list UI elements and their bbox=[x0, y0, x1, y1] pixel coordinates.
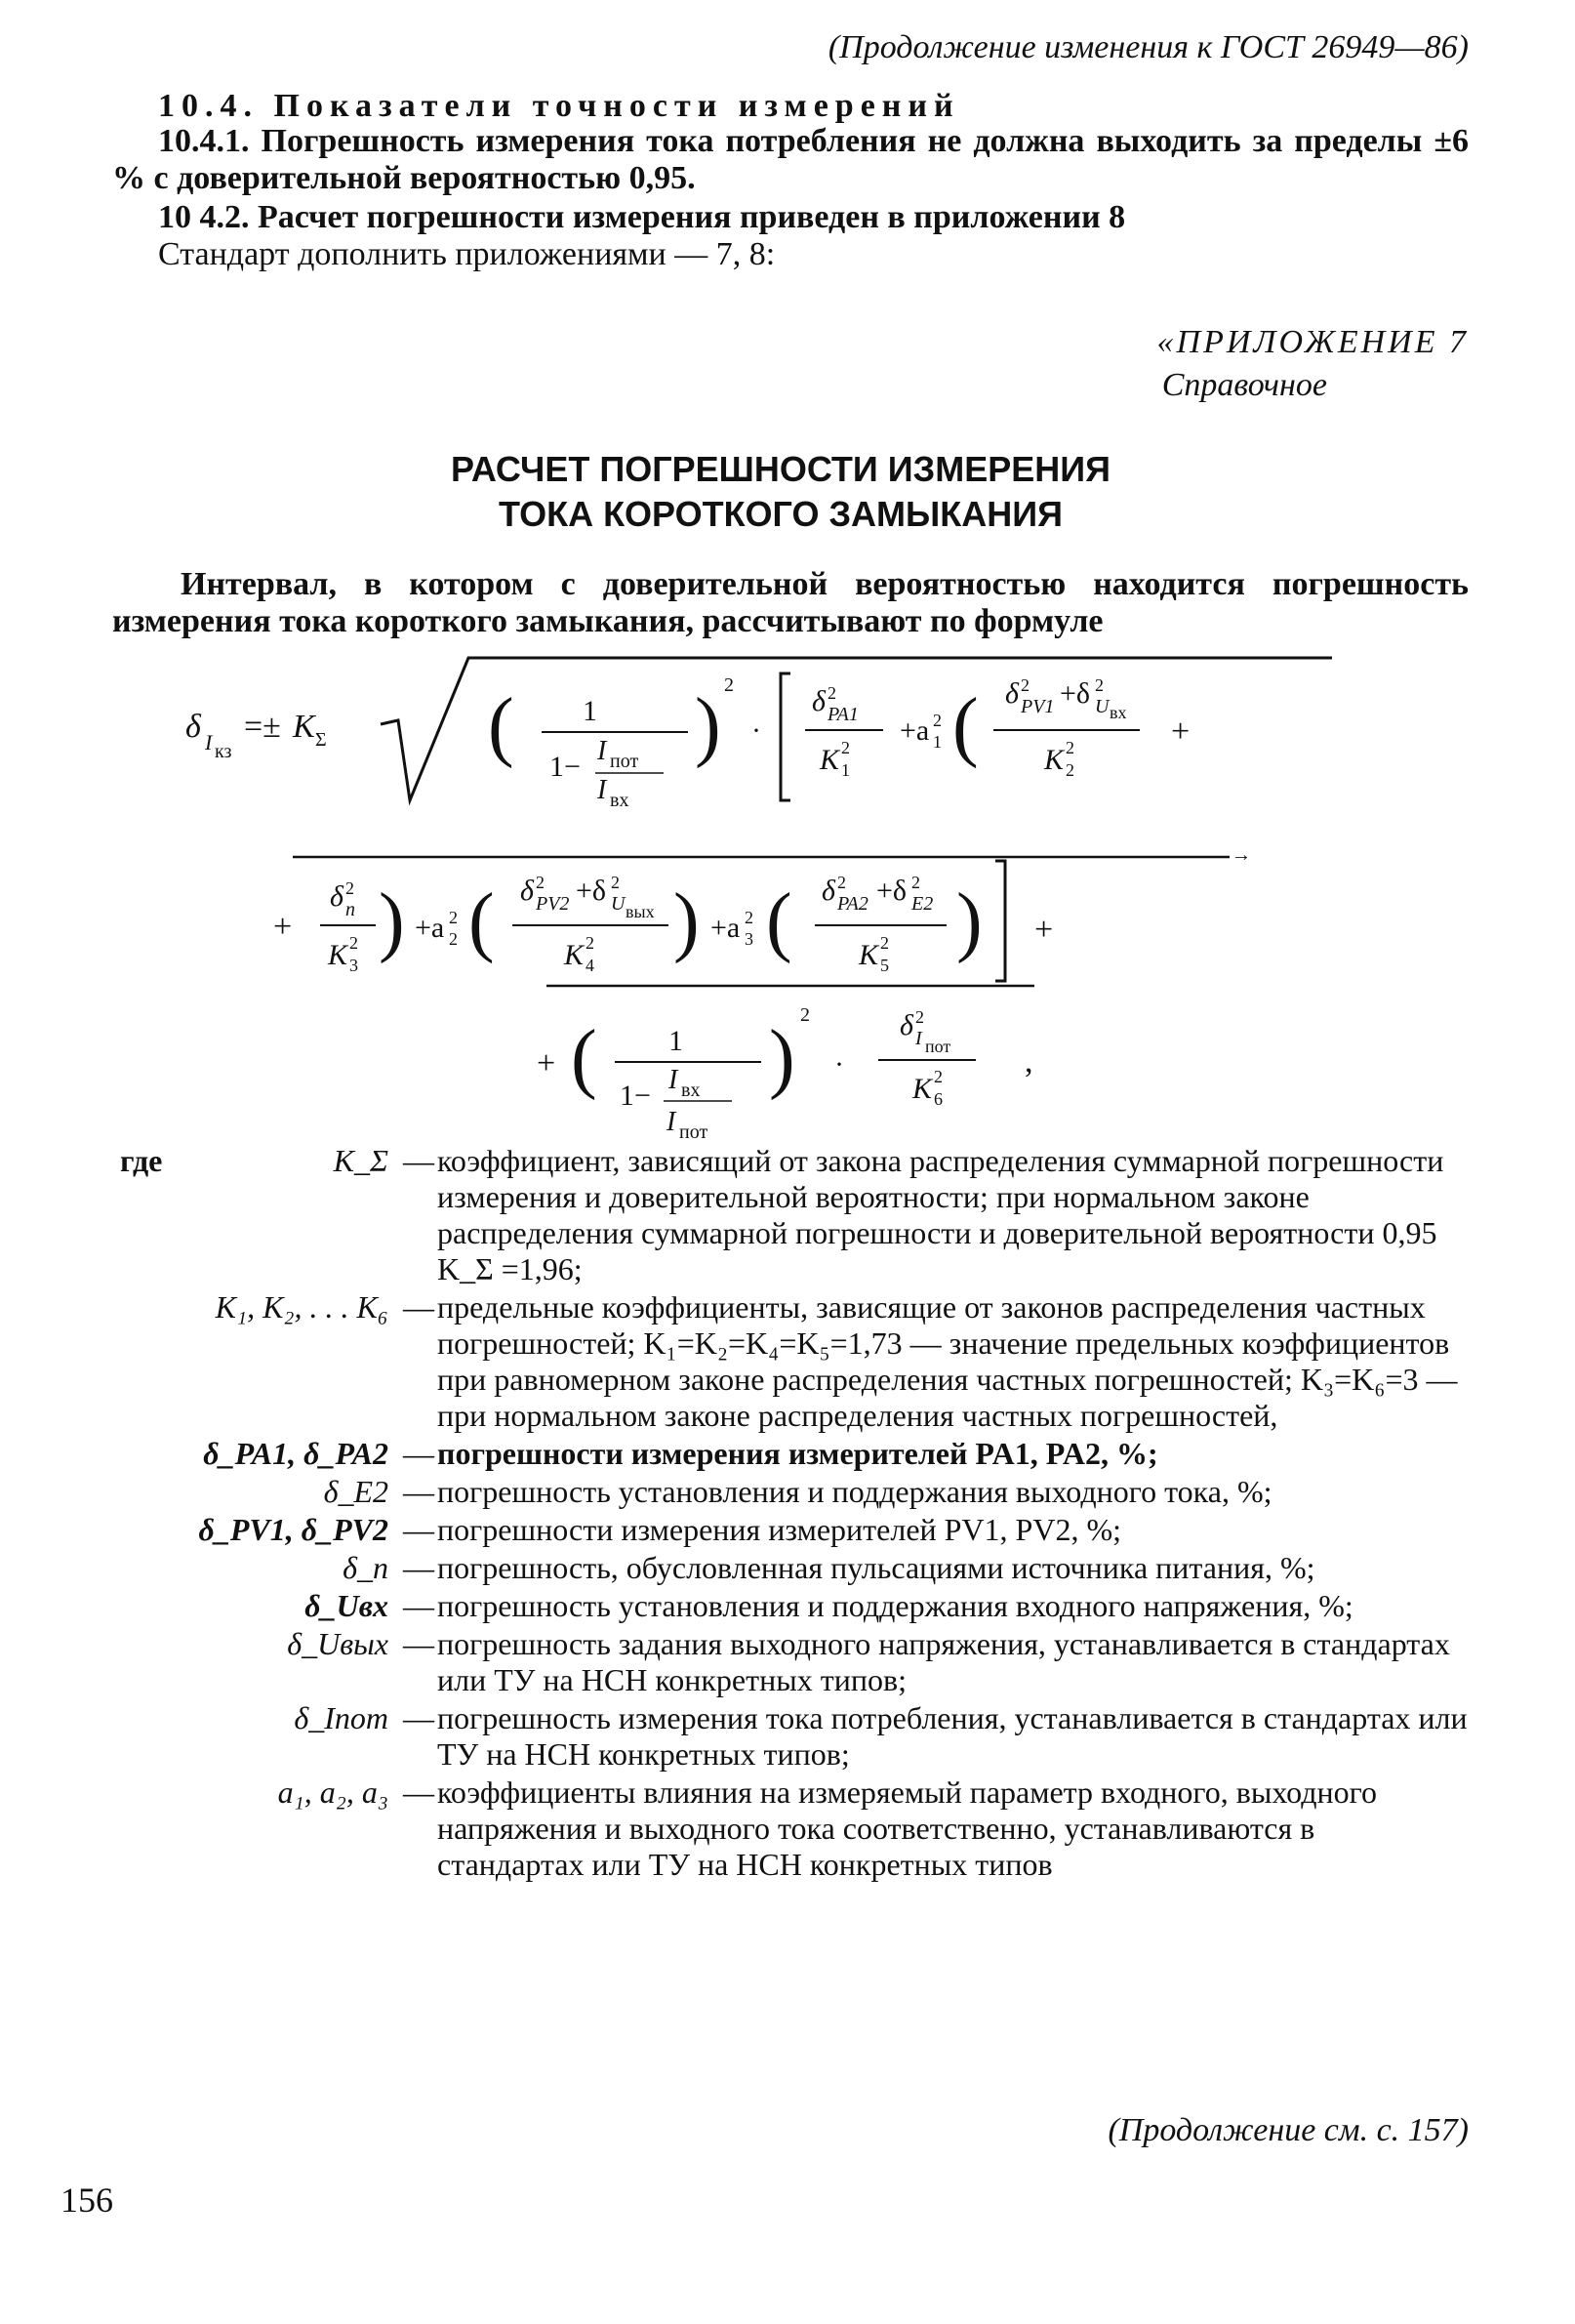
svg-text:K: K bbox=[564, 939, 585, 971]
page-number: 156 bbox=[61, 2181, 113, 2220]
definition-item: δ_PV1, δ_PV2 — погрешности измерения измерителей PV1, PV2, %; bbox=[112, 1512, 1469, 1548]
svg-text:2: 2 bbox=[1066, 738, 1074, 757]
section-heading: 10.4. Показатели точности измерений bbox=[158, 88, 960, 124]
definition-symbol: δ_Uвых bbox=[287, 1626, 388, 1661]
svg-text:δ: δ bbox=[330, 880, 343, 913]
svg-text:PV1: PV1 bbox=[1021, 696, 1055, 717]
definition-item: K₁, K₂, . . . K₆ — предельные коэффициенты, зависящие от законов распределения частных погрешностей; K₁=K₂=K₄=K₅=1,73 — значение предельных коэффициентов при равномерном законе распределения частных погрешностей; K₃=K₆=3 — при нормальном законе распределения частных погрешностей, bbox=[112, 1289, 1469, 1434]
svg-text:·: · bbox=[751, 714, 761, 747]
svg-text:PV2: PV2 bbox=[536, 893, 570, 915]
svg-text:I: I bbox=[668, 1065, 678, 1095]
svg-text:I: I bbox=[597, 775, 607, 805]
svg-text:1: 1 bbox=[841, 760, 850, 780]
paragraph-10-4-1: 10.4.1. Погрешность измерения тока потребления не должна выходить за пределы ±6 % с доверительной вероятностью 0,95. bbox=[112, 123, 1469, 196]
where-word: где bbox=[120, 1143, 163, 1178]
svg-text:1−: 1− bbox=[549, 751, 581, 783]
svg-text:I: I bbox=[205, 730, 213, 754]
svg-text:пот: пот bbox=[679, 1121, 708, 1143]
appendix-type: Справочное bbox=[1161, 367, 1327, 403]
svg-text:): ) bbox=[695, 683, 721, 769]
definition-text: погрешность задания выходного напряжения, устанавливается в стандартах или ТУ на НСН конкретных типов; bbox=[437, 1626, 1450, 1697]
svg-text:+a: +a bbox=[900, 714, 930, 747]
svg-text:2: 2 bbox=[934, 1067, 943, 1086]
svg-text:п: п bbox=[345, 899, 355, 920]
svg-text:пот: пот bbox=[610, 751, 639, 772]
appendix-label: «ПРИЛОЖЕНИЕ 7 bbox=[1156, 324, 1469, 360]
svg-text:1: 1 bbox=[583, 695, 597, 727]
definition-item: δ_PA1, δ_PA2 — погрешности измерения измерителей PA1, PA2, %; bbox=[112, 1436, 1469, 1472]
svg-text:=±: =± bbox=[244, 709, 281, 745]
svg-text:δ: δ bbox=[185, 709, 201, 745]
definition-item: где K_Σ — коэффициент, зависящий от закона распределения суммарной погрешности измерения и доверительной вероятности; при нормальном законе распределения суммарной погрешности и доверительной вероятности 0,95 K_Σ =1,96; bbox=[112, 1143, 1469, 1287]
svg-text:вх: вх bbox=[610, 790, 629, 811]
definition-item: δ_Uвых — погрешность задания выходного напряжения, устанавливается в стандартах или ТУ на НСН конкретных типов; bbox=[112, 1626, 1469, 1698]
svg-text:+δ: +δ bbox=[1060, 677, 1091, 710]
definition-symbol: δ_PV1, δ_PV2 bbox=[198, 1512, 388, 1547]
svg-text:K: K bbox=[293, 709, 315, 745]
svg-text:вх: вх bbox=[681, 1080, 701, 1101]
definition-text: погрешности измерения измерителей PV1, PV2, %; bbox=[437, 1512, 1121, 1547]
svg-text:2: 2 bbox=[449, 929, 458, 949]
definition-text: погрешность установления и поддержания выходного тока, %; bbox=[437, 1474, 1272, 1509]
svg-text:δ: δ bbox=[900, 1009, 913, 1041]
definition-text: погрешность, обусловленная пульсациями источника питания, %; bbox=[437, 1550, 1315, 1585]
definition-item: δ_п — погрешность, обусловленная пульсациями источника питания, %; bbox=[112, 1550, 1469, 1586]
error-formula bbox=[176, 644, 1337, 1147]
svg-text:+: + bbox=[1034, 912, 1054, 948]
svg-text:1: 1 bbox=[933, 732, 942, 752]
svg-text:·: · bbox=[834, 1048, 844, 1080]
svg-text:3: 3 bbox=[745, 929, 753, 949]
svg-text:K: K bbox=[912, 1073, 933, 1105]
definition-text: предельные коэффициенты, зависящие от законов распределения частных погрешностей; K₁=K₂=K₄=K₅=1,73 — значение предельных коэффициентов при равномерном законе распределения частных погрешностей; K₃=K₆=3 — при нормальном законе распределения частных погрешностей, bbox=[437, 1289, 1458, 1433]
svg-text:2: 2 bbox=[841, 738, 850, 757]
svg-text:PA2: PA2 bbox=[837, 893, 868, 915]
svg-text:2: 2 bbox=[586, 933, 594, 953]
svg-text:E2: E2 bbox=[911, 893, 934, 915]
svg-text:2: 2 bbox=[800, 1004, 810, 1026]
svg-text:1−: 1− bbox=[620, 1080, 651, 1112]
svg-text:+δ: +δ bbox=[876, 875, 908, 907]
title-line-1: РАСЧЕТ ПОГРЕШНОСТИ ИЗМЕРЕНИЯ bbox=[450, 449, 1111, 489]
svg-text:+: + bbox=[273, 909, 293, 945]
definition-text: погрешности измерения измерителей PA1, PA2, %; bbox=[437, 1436, 1158, 1471]
definition-symbol: K₁, K₂, . . . K₆ bbox=[215, 1289, 388, 1325]
svg-text:2: 2 bbox=[933, 711, 942, 730]
svg-text:3: 3 bbox=[349, 956, 358, 975]
svg-text:(: ( bbox=[488, 683, 514, 769]
svg-text:2: 2 bbox=[1066, 760, 1074, 780]
definition-symbol: δ_E2 bbox=[323, 1474, 388, 1509]
svg-text:δ: δ bbox=[822, 875, 835, 907]
definition-item: δ_E2 — погрешность установления и поддержания выходного тока, %; bbox=[112, 1474, 1469, 1510]
svg-text:δ: δ bbox=[520, 875, 534, 907]
definition-text: погрешность измерения тока потребления, устанавливается в стандартах или ТУ на НСН конкретных типов; bbox=[437, 1700, 1468, 1772]
svg-text:6: 6 bbox=[934, 1089, 943, 1109]
definition-item: δ_Iпот — погрешность измерения тока потребления, устанавливается в стандартах или ТУ на НСН конкретных типов; bbox=[294, 1700, 1468, 1772]
definition-symbol: K_Σ bbox=[333, 1143, 388, 1178]
svg-text:): ) bbox=[673, 878, 700, 964]
svg-text:I: I bbox=[597, 736, 607, 766]
definition-symbol: a₁, a₂, a₃ bbox=[277, 1774, 388, 1810]
svg-text:K: K bbox=[1044, 744, 1065, 776]
definition-item: δ_Uвх — погрешность установления и поддержания входного напряжения, %; bbox=[112, 1588, 1469, 1624]
definition-symbol: δ_Uвх bbox=[304, 1588, 388, 1623]
continuation-header: (Продолжение изменения к ГОСТ 26949—86) bbox=[828, 29, 1469, 65]
svg-text:→: → bbox=[1232, 844, 1251, 866]
svg-text:1: 1 bbox=[668, 1025, 683, 1057]
svg-text:K: K bbox=[820, 744, 840, 776]
svg-text:2: 2 bbox=[1021, 675, 1030, 695]
svg-text:+: + bbox=[1171, 714, 1191, 750]
svg-text:2: 2 bbox=[1095, 675, 1104, 695]
paragraph-10-4-2: 10 4.2. Расчет погрешности измерения приведен в приложении 8 bbox=[158, 199, 1126, 235]
svg-text:Σ: Σ bbox=[315, 729, 327, 751]
svg-text:(: ( bbox=[766, 878, 792, 964]
continuation-footer: (Продолжение см. с. 157) bbox=[1108, 2112, 1469, 2148]
svg-text:+δ: +δ bbox=[576, 875, 607, 907]
svg-text:): ) bbox=[769, 1015, 795, 1101]
svg-text:5: 5 bbox=[880, 956, 889, 975]
svg-text:(: ( bbox=[571, 1015, 597, 1101]
svg-text:+: + bbox=[537, 1045, 556, 1081]
intro-paragraph: Интервал, в котором с доверительной вероятностью находится погрешность измерения тока короткого замыкания, рассчитывают по формуле bbox=[112, 566, 1469, 639]
svg-text:2: 2 bbox=[880, 933, 889, 953]
definition-text: коэффициент, зависящий от закона распределения суммарной погрешности измерения и доверительной вероятности; при нормальном законе распределения суммарной погрешности и доверительной вероятности 0,95 K_Σ =1,96; bbox=[437, 1143, 1444, 1286]
svg-text:K: K bbox=[859, 939, 879, 971]
svg-text:K: K bbox=[328, 939, 348, 971]
svg-text:2: 2 bbox=[724, 674, 734, 696]
definition-text: погрешность установления и поддержания входного напряжения, %; bbox=[437, 1588, 1353, 1623]
svg-text:кз: кз bbox=[215, 741, 232, 762]
svg-text:2: 2 bbox=[745, 908, 753, 927]
svg-text:вх: вх bbox=[1110, 703, 1127, 722]
paragraph-appendix-note: Стандарт дополнить приложениями — 7, 8: bbox=[158, 236, 776, 272]
svg-text:2: 2 bbox=[837, 873, 846, 892]
definition-symbol: δ_Iпот bbox=[294, 1700, 388, 1735]
svg-text:+a: +a bbox=[710, 912, 741, 944]
svg-text:2: 2 bbox=[828, 683, 836, 703]
svg-text:2: 2 bbox=[345, 878, 354, 898]
svg-text:+a: +a bbox=[415, 912, 445, 944]
svg-text:): ) bbox=[379, 878, 405, 964]
svg-text:2: 2 bbox=[449, 908, 458, 927]
svg-text:I: I bbox=[915, 1028, 922, 1049]
svg-text:U: U bbox=[1095, 696, 1110, 717]
definition-symbol: δ_п bbox=[343, 1550, 388, 1585]
definition-item: a₁, a₂, a₃ — коэффициенты влияния на измеряемый параметр входного, выходного напряжения и выходного тока соответственно, устанавливаются в стандартах или ТУ на НСН конкретных типов bbox=[112, 1774, 1469, 1883]
svg-text:δ: δ bbox=[1005, 677, 1019, 710]
svg-text:вых: вых bbox=[626, 902, 655, 921]
svg-text:I: I bbox=[666, 1107, 676, 1137]
svg-text:4: 4 bbox=[586, 956, 594, 975]
svg-text:2: 2 bbox=[911, 873, 920, 892]
svg-text:(: ( bbox=[468, 878, 495, 964]
svg-text:2: 2 bbox=[536, 873, 545, 892]
title-line-2: ТОКА КОРОТКОГО ЗАМЫКАНИЯ bbox=[499, 494, 1063, 534]
svg-text:U: U bbox=[611, 893, 626, 915]
svg-text:(: ( bbox=[952, 683, 979, 769]
svg-text:2: 2 bbox=[915, 1007, 924, 1027]
svg-text:2: 2 bbox=[349, 933, 358, 953]
svg-text:пот: пот bbox=[925, 1037, 951, 1056]
definition-text: коэффициенты влияния на измеряемый параметр входного, выходного напряжения и выходного тока соответственно, устанавливаются в стандартах или ТУ на НСН конкретных типов bbox=[437, 1774, 1377, 1882]
definition-symbol: δ_PA1, δ_PA2 bbox=[203, 1436, 388, 1471]
svg-text:2: 2 bbox=[611, 873, 620, 892]
svg-text:,: , bbox=[1025, 1043, 1033, 1080]
definitions-list bbox=[112, 1143, 1469, 1883]
svg-text:PA1: PA1 bbox=[828, 704, 859, 725]
svg-text:): ) bbox=[956, 878, 983, 964]
svg-text:δ: δ bbox=[812, 685, 826, 717]
